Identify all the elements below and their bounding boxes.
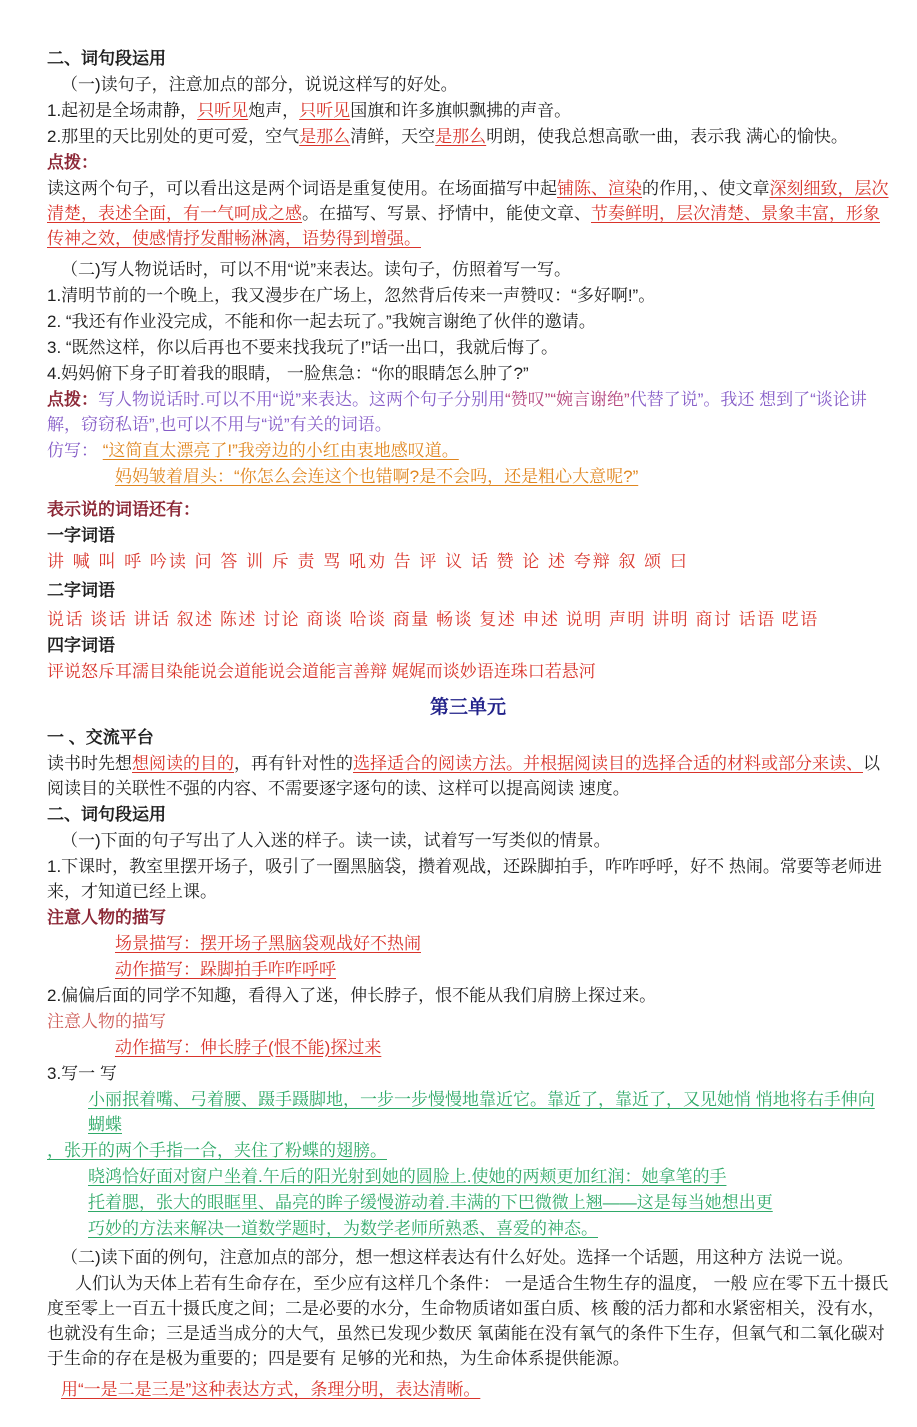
text-segment: 读这两个句子，可以看出这是两个词语是重复使用。在场面描写中起 xyxy=(47,179,557,198)
text-line xyxy=(115,464,889,489)
text-segment: （一)下面的句子写出了人入迷的样子。读一读，试着写一写类似的情景。 xyxy=(61,831,611,850)
text-segment: 场景描写：摆开场子黑脑袋观战好不热闹 xyxy=(115,934,421,953)
text-line xyxy=(47,335,889,360)
text-segment: 读书时先想 xyxy=(47,754,132,773)
text-segment: 说话 谈话 讲话 叙述 陈述 讨论 商谈 哈谈 商量 畅谈 复述 申述 说明 声明 讲明 商讨 话语 呓语 xyxy=(47,610,819,629)
text-line xyxy=(47,983,889,1008)
text-segment: 深刻细致，层次清楚，表述全面，有一气呵成之感 xyxy=(47,179,889,223)
text-line xyxy=(61,72,889,97)
text-line xyxy=(47,905,889,930)
text-segment: 讲 喊 叫 呼 吟读 问 答 训 斥 责 骂 吼劝 告 评 议 话 赞 论 述 夸辩 叙 颂 曰 xyxy=(47,552,689,571)
text-segment: ，张开的两个手指一合，夹住了粉蝶的翅膀。 xyxy=(47,1141,387,1160)
text-line xyxy=(61,1245,889,1270)
text-line xyxy=(88,1190,889,1215)
text-line xyxy=(47,176,889,251)
text-segment: 写人物说话时.可以不用“说”来表达。这两个句子分别用 xyxy=(98,390,506,409)
text-segment: 铺陈、渲染 xyxy=(557,179,642,198)
text-line xyxy=(47,695,889,720)
text-segment: 是那么 xyxy=(299,127,351,146)
text-line xyxy=(115,931,889,956)
text-segment: 点拨： xyxy=(47,153,98,172)
text-segment: 1.下课时，教室里摆开场子，吸引了一圈黑脑袋，攒着观战，还跺脚拍手，咋咋呼呼，好不 热闹。常要等老师进来，才知道已经上课。 xyxy=(47,857,882,901)
text-segment: 巧妙的方法来解决一道数学题时，为数学老师所熟悉、喜爱的神态。 xyxy=(88,1219,598,1238)
text-segment: 二、词句段运用 xyxy=(47,49,166,68)
text-segment: 二字词语 xyxy=(47,581,115,600)
text-segment: 3. “既然这样，你以后再也不要来找我玩了!”话一出口，我就后悔了。 xyxy=(47,338,558,357)
text-segment: 清鲜，天空 xyxy=(350,127,436,146)
text-segment: 是那么 xyxy=(435,127,487,146)
text-line xyxy=(115,1035,889,1060)
text-segment: 妈妈皱着眉头：“你怎么会连这个也错啊?是不会吗，还是粗心大意呢?” xyxy=(115,467,639,486)
text-line xyxy=(88,1164,889,1189)
text-line xyxy=(61,828,889,853)
text-line xyxy=(47,725,889,750)
text-segment: 炮声， xyxy=(248,101,300,120)
text-segment: 代替了说”。我还 想到了“谈论讲解，窃窃私语”,也可以不用与“说”有关的词语。 xyxy=(47,390,867,434)
text-line xyxy=(47,46,889,71)
text-segment: 选择适合的阅读方法。并根据阅读目的选择合适的材料或部分来读、 xyxy=(353,754,863,773)
text-segment: 2. “我还有作业没完成，不能和你一起去玩了。”我婉言谢绝了伙伴的邀请。 xyxy=(47,312,596,331)
text-segment: 动作描写：跺脚拍手咋咋呼呼 xyxy=(115,960,336,979)
text-segment: 明朗，使我总想高歌一曲，表示我 满心的愉快。 xyxy=(486,127,848,146)
text-line xyxy=(47,854,889,904)
text-line xyxy=(47,283,889,308)
text-segment: 国旗和许多旗帜飘拂的声音。 xyxy=(350,101,572,120)
text-line xyxy=(47,1061,889,1086)
text-segment: 点拨： xyxy=(47,390,98,409)
text-segment: 评说怒斥耳濡目染能说会道能说会道能言善辩 娓娓而谈妙语连珠口若悬河 xyxy=(47,662,596,681)
text-segment: 一 、交流平台 xyxy=(47,728,154,747)
text-segment: 人们认为天体上若有生命存在，至少应有这样几个条件： 一是适合生物生存的温度， 一般 应在零下五十摄氏度至零上一百五十摄氏度之间；二是必要的水分，生命物质诸如蛋白质、核 酸的活力都和水紧密相关，没有水，也就没有生命；三是适当成分的大气，虽然已发现少数厌 氧菌能在没有氧气的条件下生存，但氧气和二氧化碳对于生命的存在是极为重要的；四是要有 足够的光和热，为生命体系提供能源。 xyxy=(47,1274,889,1368)
text-line xyxy=(47,438,889,463)
text-segment: 第三单元 xyxy=(429,697,506,718)
text-segment: 二、词句段运用 xyxy=(47,805,166,824)
text-segment: 2.偏偏后面的同学不知趣，看得入了迷，伸长脖子，恨不能从我们肩膀上探过来。 xyxy=(47,986,657,1005)
text-segment: 4.妈妈俯下身子盯着我的眼睛， 一脸焦急：“你的眼睛怎么肿了?” xyxy=(47,364,529,383)
text-line xyxy=(47,387,889,437)
text-line xyxy=(47,124,889,149)
text-line xyxy=(88,1216,889,1241)
text-line xyxy=(47,309,889,334)
text-segment: ，再有针对性的 xyxy=(234,754,353,773)
text-line xyxy=(47,802,889,827)
text-segment: 晓鸿恰好面对窗户坐着.午后的阳光射到她的圆脸上.使她的两颊更加红润：她拿笔的手 xyxy=(88,1167,727,1186)
text-line xyxy=(47,751,889,801)
text-segment: “赞叹”“婉言谢绝” xyxy=(505,390,630,409)
text-line xyxy=(61,257,889,282)
text-line xyxy=(47,361,889,386)
text-line xyxy=(47,150,889,175)
text-segment: （二)读下面的例句，注意加点的部分，想一想这样表达有什么好处。选择一个话题，用这种方 法说一说。 xyxy=(61,1248,854,1267)
text-line xyxy=(47,523,889,548)
text-line xyxy=(47,549,889,574)
text-segment: 表示说的词语还有： xyxy=(47,500,200,519)
text-segment: 以阅读目的关联性不强的内容、不需要逐字逐句的读、这样可以提高阅读 速度。 xyxy=(47,754,880,798)
text-segment: 注意人物的描写 xyxy=(47,908,166,927)
text-segment: “这简直太漂亮了!”我旁边的小红由衷地感叹道。 xyxy=(102,441,459,460)
text-segment: 1.清明节前的一个晚上，我又漫步在广场上，忽然背后传来一声赞叹：“多好啊!”。 xyxy=(47,286,656,305)
text-line xyxy=(47,1009,889,1034)
text-segment: （一)读句子，注意加点的部分，说说这样写的好处。 xyxy=(61,75,458,94)
text-segment: （二)写人物说话时，可以不用“说”来表达。读句子，仿照着写一写。 xyxy=(61,260,571,279)
text-segment: 动作描写：伸长脖子(恨不能)探过来 xyxy=(115,1038,382,1057)
text-segment: 2.那里的天比别处的更可爱，空气 xyxy=(47,127,300,146)
text-segment: 四字词语 xyxy=(47,636,115,655)
text-segment: 托着腮，张大的眼眶里、晶亮的眸子缓慢游动着.丰满的下巴微微上翘——这是每当她想出更 xyxy=(88,1193,773,1212)
text-segment: 想阅读的目的 xyxy=(132,754,234,773)
text-line xyxy=(47,659,889,684)
text-line xyxy=(88,1087,889,1137)
text-line xyxy=(47,578,889,603)
text-segment: 用“一是二是三是”这种表达方式，条理分明，表达清晰。 xyxy=(61,1380,481,1399)
text-segment: 3.写一 写 xyxy=(47,1064,117,1083)
text-segment: 。在描写、写景、抒情中，能使文章、 xyxy=(302,204,591,223)
text-segment: 仿写： xyxy=(47,441,103,460)
text-segment: 的作用，、使文章 xyxy=(642,179,770,198)
text-line xyxy=(47,1138,889,1163)
text-line xyxy=(115,957,889,982)
text-segment: 小丽抿着嘴、弓着腰、蹑手蹑脚地，一步一步慢慢地靠近它。靠近了，靠近了，又见她悄 悄地将右手伸向蝴蝶 xyxy=(88,1090,875,1134)
text-segment: 节奏鲜明，层次清楚、景象丰富，形象传神之效，使感情抒发酣畅淋漓，语势得到增强。 xyxy=(47,204,880,248)
text-segment: 只听见 xyxy=(197,101,249,120)
text-line xyxy=(47,98,889,123)
text-segment: 只听见 xyxy=(299,101,351,120)
text-segment: 1.起初是全场肃静， xyxy=(47,101,198,120)
text-line xyxy=(61,1377,889,1402)
text-segment: 注意人物的描写 xyxy=(47,1012,166,1031)
text-segment: 一字词语 xyxy=(47,526,115,545)
text-line xyxy=(47,1271,889,1371)
text-line xyxy=(47,497,889,522)
text-line xyxy=(47,633,889,658)
text-line xyxy=(47,607,889,632)
